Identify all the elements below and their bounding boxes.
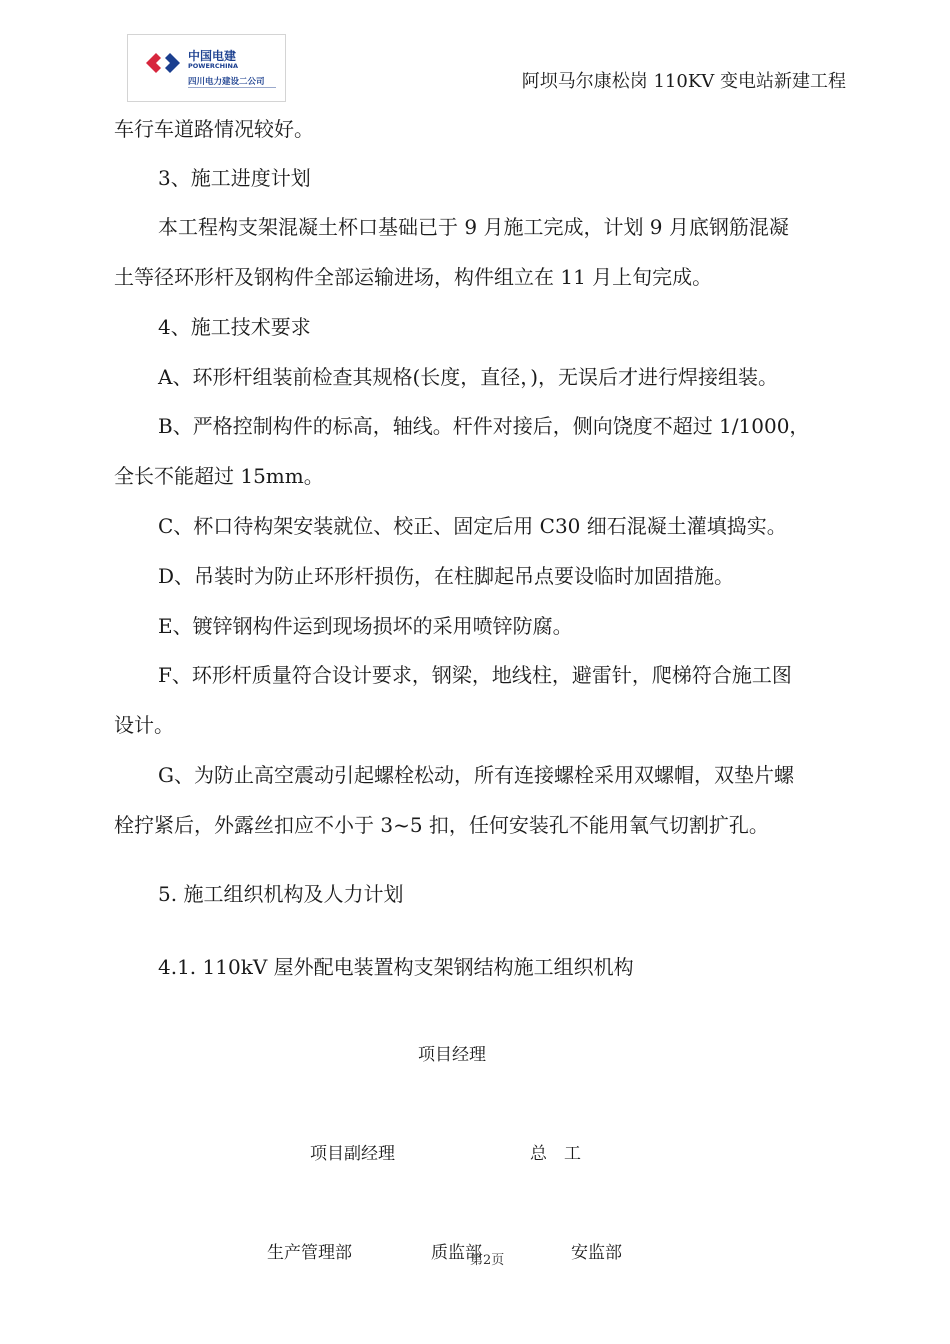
requirement-item: D、吊装时为防止环形杆损伤，在柱脚起吊点要设临时加固措施。 <box>158 564 735 588</box>
project-title: 阿坝马尔康松岗 110KV 变电站新建工程 <box>521 71 846 92</box>
powerchina-logo-icon <box>146 49 182 77</box>
body-line: 本工程构支架混凝土杯口基础已于 9 月施工完成，计划 9 月底钢筋混凝 <box>158 215 789 239</box>
logo-company-name: 四川电力建设二公司 <box>188 77 265 87</box>
section-heading: 3、施工进度计划 <box>158 166 311 190</box>
requirement-item: C、杯口待构架安装就位、校正、固定后用 C30 细石混凝土灌填捣实。 <box>158 514 787 538</box>
org-production-dept: 生产管理部 <box>267 1243 352 1263</box>
requirement-item: A、环形杆组装前检查其规格(长度，直径，)，无误后才进行焊接组装。 <box>158 365 779 389</box>
body-line: 栓拧紧后，外露丝扣应不小于 3~5 扣，任何安装孔不能用氧气切割扩孔。 <box>114 813 769 837</box>
logo-text-cn: 中国电建 <box>188 49 237 63</box>
company-logo <box>127 34 286 102</box>
body-line: 设计。 <box>114 713 174 737</box>
section-heading: 4、施工技术要求 <box>158 315 311 339</box>
org-quality-dept: 质监部 <box>431 1243 482 1263</box>
section-heading: 5. 施工组织机构及人力计划 <box>158 882 404 906</box>
subsection-heading: 4.1. 110kV 屋外配电装置构支架钢结构施工组织机构 <box>158 955 634 979</box>
page-number: 第2页 <box>470 1253 505 1268</box>
body-line: 全长不能超过 15mm。 <box>114 464 324 488</box>
org-chief-engineer: 总 工 <box>530 1144 581 1164</box>
requirement-item: B、严格控制构件的标高，轴线。杆件对接后，侧向饶度不超过 1/1000， <box>158 414 810 438</box>
requirement-item: G、为防止高空震动引起螺栓松动，所有连接螺栓采用双螺帽，双垫片螺 <box>158 763 794 787</box>
body-line: 土等径环形杆及钢构件全部运输进场，构件组立在 11 月上旬完成。 <box>114 265 713 289</box>
org-safety-dept: 安监部 <box>571 1243 622 1263</box>
body-line: 车行车道路情况较好。 <box>114 117 314 141</box>
requirement-item: F、环形杆质量符合设计要求，钢梁，地线柱，避雷针，爬梯符合施工图 <box>158 663 792 687</box>
logo-divider <box>188 87 276 88</box>
requirement-item: E、镀锌钢构件运到现场损坏的采用喷锌防腐。 <box>158 614 573 638</box>
org-project-manager: 项目经理 <box>418 1045 486 1065</box>
logo-text-en: POWERCHINA <box>188 62 239 70</box>
org-deputy-manager: 项目副经理 <box>310 1144 395 1164</box>
